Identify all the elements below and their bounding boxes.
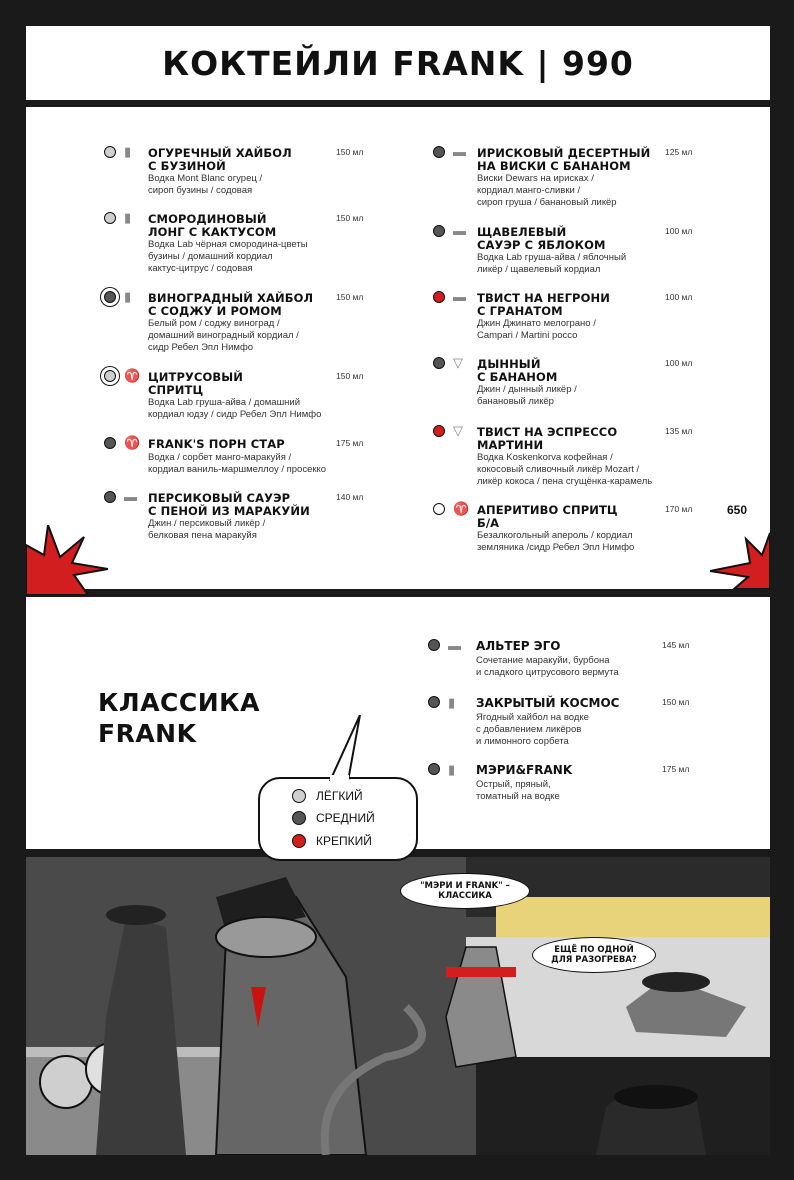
item-name: ЦИТРУСОВЫЙ СПРИТЦ: [148, 370, 243, 397]
rocks-glass-icon: ▬: [453, 223, 466, 238]
item-name: ЗАКРЫТЫЙ КОСМОС: [476, 696, 620, 710]
item-description: Водка / сорбет манго-маракуйя / кордиал ваниль-маршмеллоу / просекко: [148, 451, 327, 475]
menu-item: [448, 762, 736, 803]
item-name: ВИНОГРАДНЫЙ ХАЙБОЛ С СОДЖУ И РОМОМ: [148, 291, 314, 318]
menu-item: [453, 223, 747, 276]
item-description: Водка Mont Blanc огурец / сироп бузины / содовая: [148, 173, 263, 196]
legend-strong: КРЕПКИЙ: [292, 834, 372, 848]
classic-heading: КЛАССИКА FRANK: [98, 688, 260, 748]
item-volume: 150 мл: [662, 697, 690, 707]
item-volume: 100 мл: [665, 226, 693, 236]
item-volume: 100 мл: [665, 292, 693, 302]
light-strength-dot-icon: [104, 146, 116, 158]
burst-left-decoration: [26, 525, 108, 595]
wine-glass-icon: ♈: [124, 435, 141, 450]
item-description: Водка Lab груша-айва / домашний кордиал юдзу / сидр Ребел Эпл Нимфо: [148, 397, 322, 420]
rocks-glass-icon: ▬: [453, 144, 466, 159]
item-description: Виски Dewars на ирисках / кордиал манго-сливки / сироп груша / банановый ликёр: [477, 173, 617, 208]
light-dot-icon: [292, 789, 306, 803]
item-name: МЭРИ&FRANK: [476, 763, 573, 777]
title-panel: [26, 26, 770, 100]
item-volume: 140 мл: [336, 492, 364, 502]
highball-glass-icon: ▮: [124, 289, 132, 304]
medium-dot-icon: [292, 811, 306, 825]
item-name: ТВИСТ НА НЕГРОНИ С ГРАНАТОМ: [477, 291, 610, 318]
light-strength-dot-icon: [104, 370, 116, 382]
menu-item: [124, 489, 418, 542]
item-description: Водка Lab груша-айва / яблочный ликёр / щавелевый кордиал: [477, 252, 627, 275]
item-description: Джин / персиковый ликёр / белковая пена маракуйя: [148, 518, 266, 541]
menu-item: [124, 289, 418, 354]
strong-dot-icon: [292, 834, 306, 848]
item-description: Джин / дынный ликёр / банановый ликёр: [477, 384, 577, 407]
medium-strength-dot-icon: [104, 491, 116, 503]
classic-panel: [26, 597, 770, 849]
item-description: Безалкогольный апероль / кордиал земляника /сидр Ребел Эпл Нимфо: [477, 530, 635, 553]
bubble-tail: [326, 715, 366, 781]
medium-strength-dot-icon: [104, 437, 116, 449]
menu-item: [453, 355, 747, 408]
menu-item: [448, 638, 736, 679]
wine-glass-icon: ♈: [124, 368, 141, 383]
comic-illustration: [26, 857, 770, 1155]
item-volume: 150 мл: [336, 371, 364, 381]
item-volume: 175 мл: [336, 438, 364, 448]
item-name: ИРИСКОВЫЙ ДЕСЕРТНЫЙ НА ВИСКИ С БАНАНОМ: [477, 146, 651, 173]
menu-item: [453, 144, 747, 209]
highball-glass-icon: ▮: [448, 762, 456, 777]
item-volume: 170 мл: [665, 504, 693, 514]
rocks-glass-icon: ▬: [448, 638, 461, 653]
strength-legend: [258, 777, 418, 861]
light-strength-dot-icon: [104, 212, 116, 224]
item-name: ТВИСТ НА ЭСПРЕССО МАРТИНИ: [477, 425, 618, 452]
none-strength-dot-icon: [433, 503, 445, 515]
legend-medium: СРЕДНИЙ: [292, 811, 375, 825]
item-volume: 150 мл: [336, 292, 364, 302]
medium-strength-dot-icon: [433, 146, 445, 158]
highball-glass-icon: ▮: [124, 210, 132, 225]
menu-item: [448, 695, 736, 748]
item-name: ДЫННЫЙ С БАНАНОМ: [477, 357, 558, 384]
martini-glass-icon: ▽: [453, 355, 463, 370]
menu-item: [124, 435, 418, 476]
page-title: КОКТЕЙЛИ FRANK | 990: [162, 43, 634, 83]
item-description: Джин Джинато мелограно / Campari / Martini россо: [477, 318, 596, 341]
item-volume: 100 мл: [665, 358, 693, 368]
medium-strength-dot-icon: [428, 763, 440, 775]
item-description: Водка Koskenkorva кофейная / кокосовый сливочный ликёр Mozart / ликёр кокоса / пена сгущёнка-карамель: [477, 452, 653, 487]
item-description: Водка Lab чёрная смородина-цветы бузины / домашний кордиал кактус-цитрус / содовая: [148, 239, 308, 274]
menu-item: [124, 210, 418, 275]
strong-strength-dot-icon: [433, 291, 445, 303]
item-name: ОГУРЕЧНЫЙ ХАЙБОЛ С БУЗИНОЙ: [148, 146, 292, 173]
menu-item: [124, 368, 418, 421]
menu-item: [124, 144, 418, 197]
comic-speech-bubble-1: "МЭРИ И FRANK" – КЛАССИКА: [400, 873, 530, 909]
item-name: ЩАВЕЛЕВЫЙ САУЭР С ЯБЛОКОМ: [477, 225, 606, 252]
cocktail-menu-panel: [26, 107, 770, 589]
item-name: ПЕРСИКОВЫЙ САУЭР С ПЕНОЙ ИЗ МАРАКУЙИ: [148, 491, 310, 518]
item-description: Сочетание маракуйи, бурбона и сладкого цитрусового вермута: [476, 655, 619, 678]
comic-speech-bubble-2: ЕЩЁ ПО ОДНОЙ ДЛЯ РАЗОГРЕВА?: [532, 937, 656, 973]
item-name: АПЕРИТИВО СПРИТЦ Б/А: [477, 503, 618, 530]
legend-light: ЛЁГКИЙ: [292, 789, 363, 803]
item-description: Острый, пряный, томатный на водке: [476, 779, 560, 802]
highball-glass-icon: ▮: [124, 144, 132, 159]
rocks-glass-icon: ▬: [124, 489, 137, 504]
wine-glass-icon: ♈: [453, 501, 470, 516]
item-volume: 145 мл: [662, 640, 690, 650]
medium-strength-dot-icon: [104, 291, 116, 303]
item-description: Белый ром / соджу виноград / домашний виноградный кордиал / сидр Ребел Эпл Нимфо: [148, 318, 299, 353]
medium-strength-dot-icon: [428, 639, 440, 651]
item-volume: 135 мл: [665, 426, 693, 436]
item-price: 650: [727, 503, 748, 517]
menu-item: [453, 289, 747, 342]
menu-item: [453, 501, 748, 554]
item-volume: 150 мл: [336, 147, 364, 157]
rocks-glass-icon: ▬: [453, 289, 466, 304]
item-name: СМОРОДИНОВЫЙ ЛОНГ С КАКТУСОМ: [148, 212, 277, 239]
strong-strength-dot-icon: [433, 425, 445, 437]
item-name: FRANK'S ПОРН СТАР: [148, 437, 285, 451]
martini-glass-icon: ▽: [453, 423, 463, 438]
medium-strength-dot-icon: [433, 225, 445, 237]
highball-glass-icon: ▮: [448, 695, 456, 710]
item-description: Ягодный хайбол на водке с добавлением ликёров и лимонного сорбета: [476, 712, 589, 747]
item-volume: 150 мл: [336, 213, 364, 223]
item-name: АЛЬТЕР ЭГО: [476, 639, 561, 653]
item-volume: 125 мл: [665, 147, 693, 157]
medium-strength-dot-icon: [428, 696, 440, 708]
noir-comic-scene-image: [26, 857, 770, 1155]
medium-strength-dot-icon: [433, 357, 445, 369]
item-volume: 175 мл: [662, 764, 690, 774]
menu-item: [453, 423, 747, 488]
